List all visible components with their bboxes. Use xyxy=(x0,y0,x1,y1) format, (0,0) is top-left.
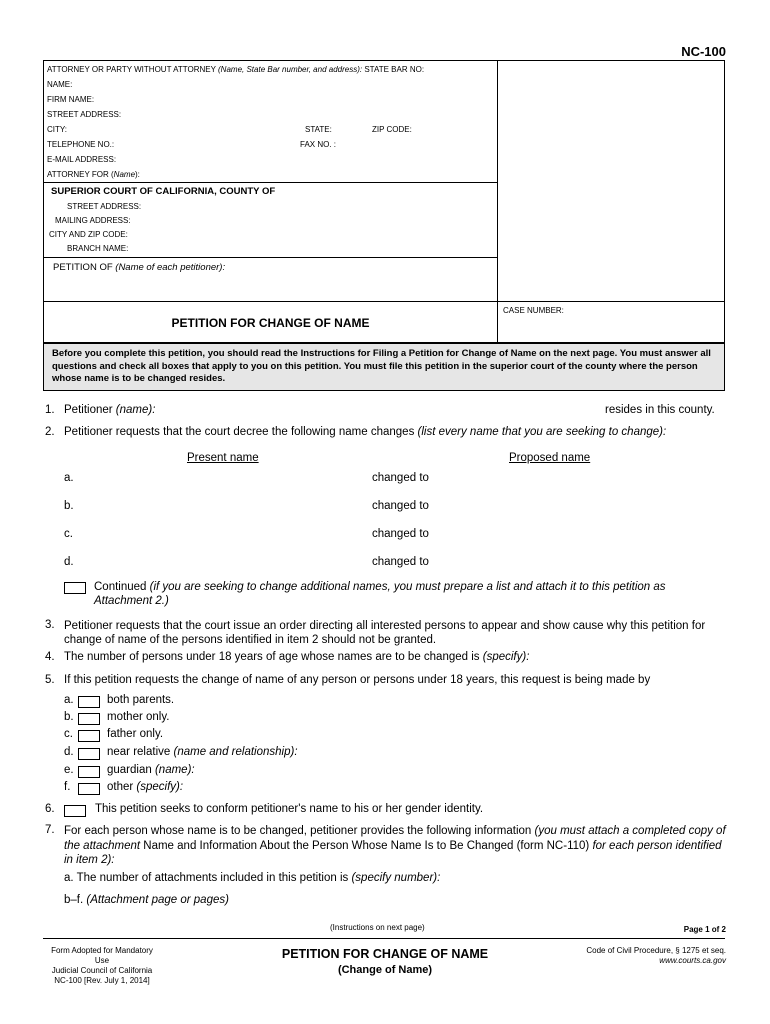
present-name-header: Present name xyxy=(187,452,259,464)
firm-name-label: FIRM NAME: xyxy=(47,95,95,104)
item5-d-checkbox[interactable] xyxy=(78,748,100,760)
item5-d-hint: (name and relationship): xyxy=(173,746,298,758)
court-cityzip-label: CITY AND ZIP CODE: xyxy=(49,230,128,239)
city-label: CITY: xyxy=(47,125,68,134)
attorney-header-label: ATTORNEY OR PARTY WITHOUT ATTORNEY xyxy=(47,65,216,74)
court-mailing-label: MAILING ADDRESS: xyxy=(55,216,131,225)
item5-c-checkbox[interactable] xyxy=(78,730,100,742)
court-title: SUPERIOR COURT OF CALIFORNIA, COUNTY OF xyxy=(51,186,276,197)
item4-text: The number of persons under 18 years of age whose names are to be changed is xyxy=(64,651,480,663)
item2-hint: (list every name that you are seeking to change): xyxy=(417,426,667,438)
item2-label xyxy=(64,426,666,438)
continued-text: Continued xyxy=(94,581,147,593)
attorney-for-close: ): xyxy=(135,170,140,179)
item5-d-label xyxy=(107,746,298,758)
item4-number: 4. xyxy=(45,651,55,663)
item3-number: 3. xyxy=(45,619,55,631)
item3-text xyxy=(64,619,724,647)
item5-a-text: both parents. xyxy=(107,694,175,706)
footer-title: PETITION FOR CHANGE OF NAME xyxy=(281,947,489,961)
footer-website: www.courts.ca.gov xyxy=(659,956,726,965)
attorney-for-hint: Name xyxy=(113,170,136,179)
item7bf-hint: (Attachment page or pages) xyxy=(86,894,229,906)
attorney-name-label: NAME: xyxy=(47,80,73,89)
petition-of-text: PETITION OF xyxy=(53,262,113,273)
item7bf-text: b–f. xyxy=(64,894,84,906)
zip-label: ZIP CODE: xyxy=(372,125,412,134)
footer-divider xyxy=(43,938,725,939)
proposed-name-header: Proposed name xyxy=(509,452,591,464)
case-number-label: CASE NUMBER: xyxy=(503,306,564,315)
continued-checkbox[interactable] xyxy=(64,582,86,594)
state-label: STATE: xyxy=(305,125,332,134)
item4-hint: (specify): xyxy=(482,651,530,663)
change-b-letter: b. xyxy=(64,500,74,512)
court-street-label: STREET ADDRESS: xyxy=(67,202,142,211)
item7-text xyxy=(64,824,728,868)
item7bf-label xyxy=(64,894,229,906)
item5-e-checkbox[interactable] xyxy=(78,766,100,778)
item7-text-e: for each person identified in xyxy=(64,839,722,866)
item5-f-label xyxy=(107,781,183,793)
item1-text: Petitioner xyxy=(64,404,113,416)
item2-number: 2. xyxy=(45,426,55,438)
petition-of-hint: (Name of each petitioner): xyxy=(115,262,226,273)
item5-a-checkbox[interactable] xyxy=(78,696,100,708)
item7-text-a: For each person whose name is to be changed, petitioner provides the following information xyxy=(64,825,532,837)
item5-b-letter: b. xyxy=(64,711,74,723)
item5-e-label xyxy=(107,764,195,776)
change-b-mid: changed to xyxy=(372,500,429,512)
item5-b-checkbox[interactable] xyxy=(78,713,100,725)
item5-text: If this petition requests the change of name of any person or persons under 18 years, this request is being made by xyxy=(64,674,651,686)
court-use-box xyxy=(497,60,725,302)
form-code: NC-100 xyxy=(681,44,726,59)
item5-c-text: father only. xyxy=(107,728,164,740)
fax-label: FAX NO. : xyxy=(300,140,337,149)
item7a-text: a. The number of attachments included in this petition is xyxy=(64,872,349,884)
footer-left-line1: Form Adopted for Mandatory Use xyxy=(51,946,153,965)
footer-subtitle: (Change of Name) xyxy=(337,964,433,976)
attorney-header-hint: (Name, State Bar number, and address): xyxy=(218,65,363,74)
item5-c-letter: c. xyxy=(64,728,73,740)
item5-number: 5. xyxy=(45,674,55,686)
item5-e-hint: (name): xyxy=(154,764,195,776)
change-d-mid: changed to xyxy=(372,556,429,568)
item7-text-f: item 2): xyxy=(76,854,115,866)
change-a-letter: a. xyxy=(64,472,74,484)
footer-right xyxy=(586,946,726,966)
continued-label xyxy=(94,580,714,608)
item5-f-checkbox[interactable] xyxy=(78,783,100,795)
change-d-letter: d. xyxy=(64,556,74,568)
item7a-hint: (specify number): xyxy=(351,872,441,884)
item5-e-text: guardian xyxy=(107,764,152,776)
page-number: Page 1 of 2 xyxy=(683,925,726,934)
attorney-box xyxy=(43,60,498,183)
item3-line2: change of name of the persons identified in item 2 should not be granted. xyxy=(64,634,437,646)
instructions-text: Before you complete this petition, you should read the Instructions for Filing a Petition for Change of Name on the next page. You must answer all questions and check all boxes that apply to you on this petition. You must file this petition in the superior court of the county where the person whose name is to be changed resides. xyxy=(52,348,711,384)
item7-text-b: (you must attach a completed copy of xyxy=(534,825,726,837)
item6-checkbox[interactable] xyxy=(64,805,86,817)
item3-line1: Petitioner requests that the court issue an order directing all interested persons to appear and show cause why this petition for xyxy=(64,620,706,632)
item4-label xyxy=(64,651,529,663)
document-title: PETITION FOR CHANGE OF NAME xyxy=(171,316,370,330)
attorney-header xyxy=(47,65,424,74)
footer-left xyxy=(43,946,161,986)
continued-hint-2: Attachment 2.) xyxy=(94,595,169,607)
item7-number: 7. xyxy=(45,824,55,836)
item5-f-text: other xyxy=(107,781,134,793)
attorney-for-label xyxy=(47,170,140,179)
item1-end: resides in this county. xyxy=(605,404,715,416)
item5-d-letter: d. xyxy=(64,746,74,758)
item7-text-c: the attachment xyxy=(64,839,141,852)
change-c-letter: c. xyxy=(64,528,73,540)
item5-d-text: near relative xyxy=(107,746,171,758)
item5-e-letter: e. xyxy=(64,764,74,776)
footer-left-line2: Judicial Council of California xyxy=(51,966,153,975)
item5-b-text: mother only. xyxy=(107,711,170,723)
item2-text: Petitioner requests that the court decree the following name changes xyxy=(64,426,415,438)
change-a-mid: changed to xyxy=(372,472,429,484)
footer-left-line3: NC-100 [Rev. July 1, 2014] xyxy=(54,976,150,985)
item7a-label xyxy=(64,872,440,884)
change-c-mid: changed to xyxy=(372,528,429,540)
street-address-label: STREET ADDRESS: xyxy=(47,110,122,119)
continued-hint: (if you are seeking to change additional names, you must prepare a list and attach it to this petition as xyxy=(149,581,666,593)
footer-statute: Code of Civil Procedure, § 1275 et seq. xyxy=(586,946,726,955)
attorney-for-text: ATTORNEY FOR ( xyxy=(47,170,114,179)
item1-hint: (name): xyxy=(115,404,156,416)
item6-text: This petition seeks to conform petitioner's name to his or her gender identity. xyxy=(95,803,484,815)
state-bar-label: STATE BAR NO: xyxy=(364,65,425,74)
item7-text-d: Name and Information About the Person Whose Name Is to Be Changed (form NC-110) xyxy=(143,839,590,852)
item5-f-hint: (specify): xyxy=(136,781,184,793)
item5-f-letter: f. xyxy=(64,781,71,793)
petition-of-label xyxy=(53,262,225,273)
court-branch-label: BRANCH NAME: xyxy=(67,244,129,253)
item1-number: 1. xyxy=(45,404,55,416)
email-label: E-MAIL ADDRESS: xyxy=(47,155,117,164)
item6-number: 6. xyxy=(45,803,55,815)
instructions-next-page: (Instructions on next page) xyxy=(330,923,425,932)
item1-label xyxy=(64,404,155,416)
telephone-label: TELEPHONE NO.: xyxy=(47,140,115,149)
item5-a-letter: a. xyxy=(64,694,74,706)
